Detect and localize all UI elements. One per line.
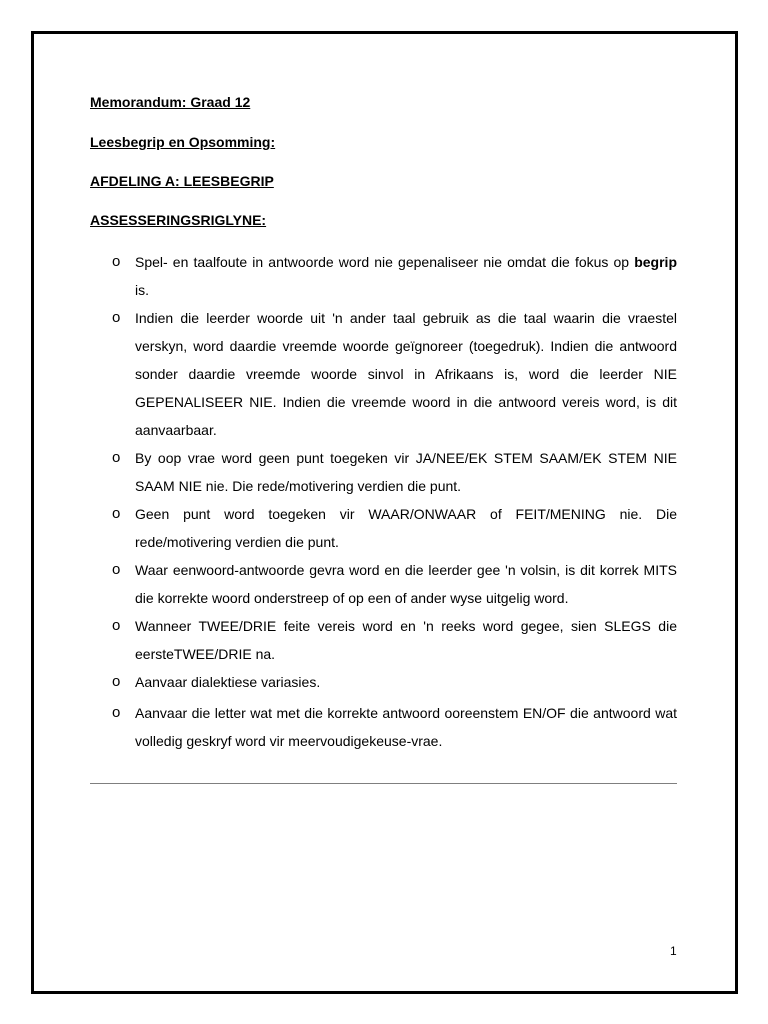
list-item (90, 556, 677, 612)
bullet-icon: o (112, 561, 121, 578)
list-item (90, 444, 677, 500)
bullet-icon: o (112, 673, 121, 690)
bullet-text: Aanvaar die letter wat met die korrekte antwoord ooreenstem EN/OF die antwoord wat volledig geskryf word vir meervoudigekeuse-vrae. (135, 705, 677, 749)
bullet-text: By oop vrae word geen punt toegeken vir JA/NEE/EK STEM SAAM/EK STEM NIE SAAM NIE nie. Die rede/motivering verdien die punt. (135, 450, 677, 494)
bullet-text: Waar eenwoord-antwoorde gevra word en die leerder gee 'n volsin, is dit korrek MITS die korrekte woord onderstreep of op een of ander wyse uitgelig word. (135, 562, 677, 606)
bullet-icon: o (112, 704, 121, 721)
bullet-text: Wanneer TWEE/DRIE feite vereis word en 'n reeks word gegee, sien SLEGS die eersteTWEE/DRIE na. (135, 618, 677, 662)
list-item (90, 304, 677, 444)
bullet-text: is. (135, 282, 149, 298)
list-item (90, 500, 677, 556)
bullet-text: Geen punt word toegeken vir WAAR/ONWAAR of FEIT/MENING nie. Die rede/motivering verdien die punt. (135, 506, 677, 550)
guidelines-title: ASSESSERINGSRIGLYNE: (90, 212, 267, 228)
list-item (90, 699, 677, 755)
bullet-icon: o (112, 309, 121, 326)
bullet-icon: o (112, 505, 121, 522)
list-item (90, 668, 677, 696)
list-item (90, 612, 677, 668)
part-title: AFDELING A: LEESBEGRIP (90, 173, 274, 189)
guidelines-list (90, 248, 677, 755)
list-item (90, 248, 677, 304)
bullet-icon: o (112, 253, 121, 270)
bullet-icon: o (112, 617, 121, 634)
memo-title: Memorandum: Graad 12 (90, 94, 251, 110)
bullet-text: Indien die leerder woorde uit 'n ander taal gebruik as die taal waarin die vraestel verskyn, word daardie vreemde woorde geïgnoreer (toegedruk). Indien die antwoord sonder daardie vreemde woorde sinvol in Afrikaans is, word die leerder NIE GEPENALISEER NIE. Indien die vreemde woord in die antwoord vereis word, is dit aanvaarbaar. (135, 310, 677, 438)
divider (90, 783, 677, 784)
bullet-bold-text: begrip (634, 254, 677, 270)
bullet-text: Spel- en taalfoute in antwoorde word nie gepenaliseer nie omdat die fokus op (135, 254, 635, 270)
bullet-icon: o (112, 449, 121, 466)
section-title: Leesbegrip en Opsomming: (90, 134, 276, 150)
page-number: 1 (670, 944, 677, 958)
bullet-text: Aanvaar dialektiese variasies. (135, 674, 321, 690)
